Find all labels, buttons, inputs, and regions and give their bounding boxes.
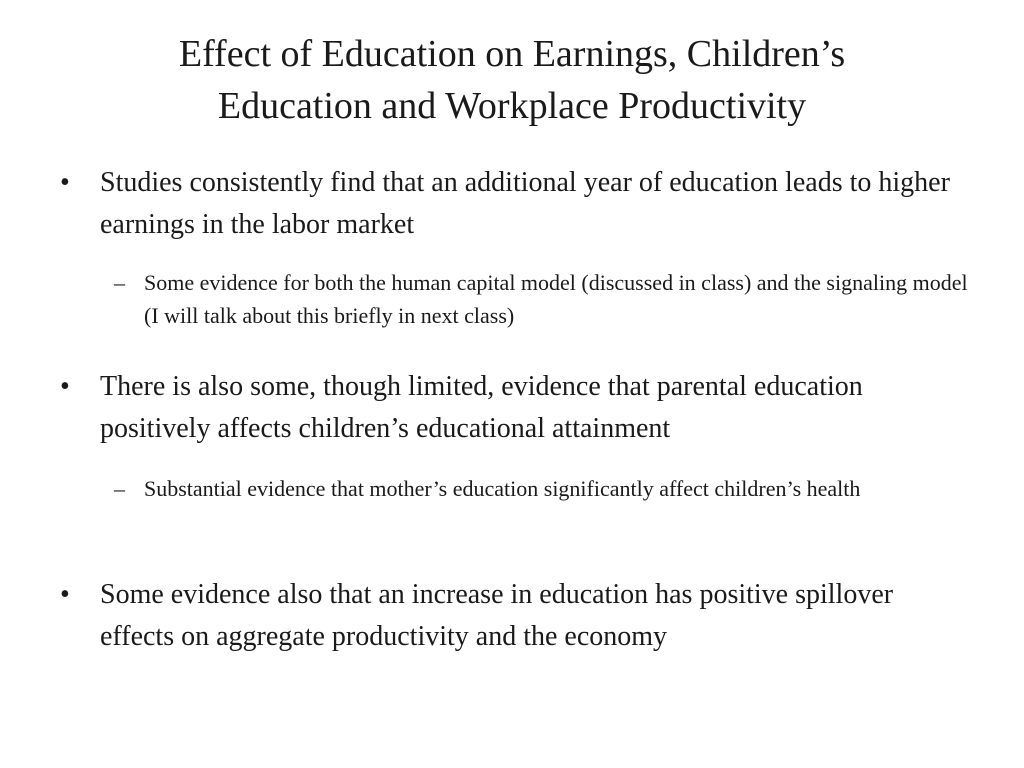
bullet-marker: • — [60, 371, 70, 402]
bullet-text: Studies consistently find that an additional year of education leads to higher earnings in the labor market — [100, 167, 950, 240]
slide-title — [60, 28, 964, 132]
sub-bullet-text: Some evidence for both the human capital model (discussed in class) and the signaling model (I will talk about this briefly in next class) — [144, 270, 968, 328]
bullet-marker: • — [60, 167, 70, 198]
slide-title-line-1: Effect of Education on Earnings, Children’s — [178, 33, 846, 75]
sub-bullet-marker: – — [114, 270, 125, 295]
bullet-text: Some evidence also that an increase in education has positive spillover effects on aggregate productivity and the economy — [100, 579, 894, 652]
sub-bullet-text: Substantial evidence that mother’s education significantly affect children’s health — [144, 476, 861, 501]
sub-bullet-marker: – — [114, 476, 125, 501]
bullet-text: There is also some, though limited, evidence that parental education positively affects children’s educational attainment — [100, 371, 863, 444]
slide-title-line-2: Education and Workplace Productivity — [217, 85, 807, 127]
bullet-marker: • — [60, 579, 70, 610]
